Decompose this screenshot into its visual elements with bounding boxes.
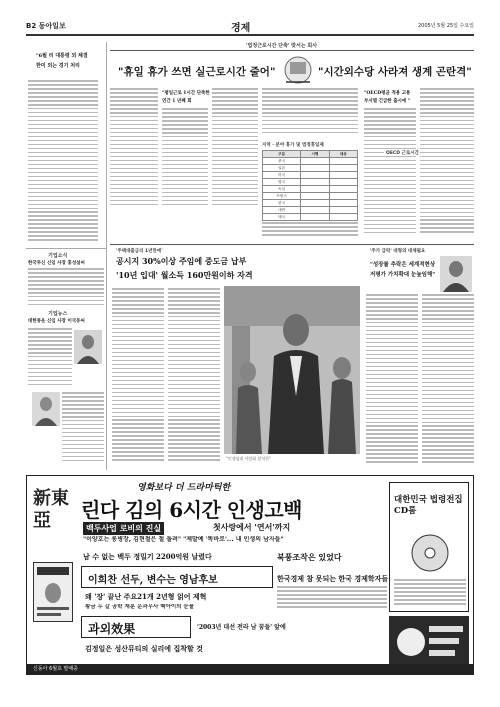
table-cell: [329, 207, 357, 214]
table-row: [263, 172, 358, 179]
table-cell: 독일: [263, 186, 301, 193]
ad-headline-g: 과외效果: [88, 622, 136, 636]
ad-main-title: 린다 김의 6시간 인생고백: [81, 498, 303, 522]
ad-headline-i: 김정일은 성산뮤티의 실리에 집착할 것: [85, 644, 203, 653]
right-col2-text: [420, 88, 474, 238]
table-cell: [329, 179, 357, 186]
ad-subtitle-2: 첫사랑에서 '연서'까지: [213, 522, 291, 532]
ad-text-block: [277, 586, 387, 610]
section-title: 경제: [231, 23, 251, 34]
table-header-cell: 시행: [301, 151, 329, 158]
ad-headline-e: 왜 '장' 끝난 주요21개 2년형 얽어 제혁: [85, 592, 207, 601]
holiday-table: [262, 150, 358, 221]
right-story-kicker: '주가 급락' 대형의 대체필요: [370, 249, 426, 254]
oecd-box-title: OECD 근로시간: [386, 151, 419, 156]
top-story-col1-text: [110, 88, 158, 208]
ad-cd-title: 대한민국 법령전집 CD롬: [394, 495, 463, 516]
ad-headline-d: 이희찬 선두, 변수는 영남후보: [88, 575, 218, 586]
top-story-headline-right: "시간외수당 사라져 생계 곤란격": [318, 66, 472, 78]
ad-subtitle-1: 백두사업 로비의 진실: [83, 522, 164, 535]
sidebar-body-text: [28, 80, 98, 245]
table-cell: 대만: [263, 207, 301, 214]
table-row: [263, 179, 358, 186]
ad-tagline: 영화보다 더 드라마틱한: [137, 483, 231, 493]
sidebar-item-3-text: [62, 392, 104, 468]
right-col3-text: [366, 294, 418, 466]
table-cell: 중국: [263, 158, 301, 165]
sidebar-portrait-1: [74, 330, 102, 364]
middle-story-photo: [224, 286, 360, 454]
ad-headline-c: 북풍조작은 있었다: [277, 552, 342, 562]
table-cell: 영국: [263, 179, 301, 186]
section-label-2: 기업뉴스: [48, 311, 68, 317]
sidebar-item-1-title: 한국투신 신임 사장 홍성설씨: [28, 261, 85, 266]
right-col1-text: [364, 108, 416, 238]
table-cell: [329, 165, 357, 172]
table-row: [263, 186, 358, 193]
ad-brand-logo: 新東亞: [33, 488, 69, 531]
table-cell: [329, 193, 357, 200]
table-cell: [329, 158, 357, 165]
photo-caption: "인생임대 사람회 참석한": [226, 456, 271, 461]
right-story-portrait: [440, 256, 472, 292]
middle-col1-text: [112, 288, 164, 466]
middle-story-headline-2: '10년 입대' 월소득 160만원이하 자격: [116, 270, 253, 280]
top-story-headline-left: "휴일 휴가 쓰면 실근로시간 줄어": [118, 66, 276, 78]
table-header-cell: 대상: [329, 151, 357, 158]
table-cell: [329, 172, 357, 179]
top-story-subhead-1: "평일근로 1시간 단축한: [162, 91, 210, 96]
table-row: [263, 200, 358, 207]
right-subhead-1: "OECD평균 적용 고용: [364, 91, 411, 96]
cd-disc-icon: [410, 533, 450, 573]
top-story-col4-tail: [262, 222, 358, 238]
ad-quote: "이양호는 롱병장, 김현철은 철 돌려" "제발예 '똑바로'... 내 인생의 남자들": [83, 536, 284, 543]
table-cell: [301, 165, 329, 172]
right-story-headline-2: 저평가 가치확대 눈높임해": [370, 272, 436, 278]
table-cell: 프랑스: [263, 193, 301, 200]
right-story-headline-1: "성장률 추락은 세계적현상: [370, 262, 436, 268]
sidebar-headline-1: "6월 리 대통령 외 체결: [36, 53, 88, 59]
ad-subtitle-j: 황금 두 갈 공학 재훈 운과무사 백아이의 눈물: [85, 604, 195, 610]
table-header-row: [263, 151, 358, 158]
sidebar-divider: [26, 248, 106, 249]
table-cell: [329, 200, 357, 207]
table-row: [263, 214, 358, 221]
middle-col2-text: [168, 288, 220, 466]
table-cell: [301, 214, 329, 221]
table-cell: [301, 207, 329, 214]
table-title: 지역 · 분야 휴가 및 법정휴일제: [262, 143, 324, 148]
ad-box-d: [81, 566, 273, 588]
table-cell: 태국: [263, 214, 301, 221]
top-story-col3-text: [212, 88, 258, 208]
issue-date: 2005년 5월 25일 수요일: [417, 23, 474, 29]
table-row: [263, 207, 358, 214]
top-story-subhead-2: 연간 1 년째 회: [162, 99, 192, 104]
table-cell: 한국: [263, 200, 301, 207]
middle-story-kicker: '주택대출금리 1년만에': [116, 249, 163, 254]
ad-headline-f: 한국경제 참 못되는 한국 경제학자들: [277, 574, 389, 583]
table-row: [263, 158, 358, 165]
table-cell: [301, 186, 329, 193]
table-cell: [329, 214, 357, 221]
table-cell: 일본: [263, 165, 301, 172]
ad-magazine-cover: [33, 562, 73, 622]
ad-bottom-banner: 신동아 6월호 발매중: [27, 664, 474, 674]
column-divider: [106, 42, 107, 470]
sidebar-item-2-text: [28, 328, 72, 388]
top-story-kicker: '법정근로시간 단축' 맞서는 회사: [246, 43, 318, 49]
table-cell: [301, 179, 329, 186]
advertisement: [26, 475, 474, 675]
right-subhead-2: 부서별 긴급한 출시에 ": [364, 99, 411, 104]
right-col4-text: [422, 294, 474, 466]
sidebar-headline-2: 한미 외는 경기 처리: [36, 63, 80, 69]
table-header-cell: 구분: [263, 151, 301, 158]
sidebar-portrait-2: [32, 392, 60, 426]
table-cell: 미국: [263, 172, 301, 179]
ad-headline-b: 남 수 없는 백두 정밀기 2200억원 날렸다: [83, 552, 212, 561]
sidebar-item-1-text: [28, 268, 104, 308]
top-story-illustration: [280, 52, 316, 88]
section-label-1: 기업소식: [48, 253, 68, 259]
page-header: [26, 18, 474, 36]
table-row: [263, 193, 358, 200]
ad-cd-box: [389, 482, 469, 612]
table-cell: [301, 193, 329, 200]
table-row: [263, 165, 358, 172]
table-cell: [301, 172, 329, 179]
page-number: B2: [26, 22, 37, 30]
ad-headline-h: '2003년 대선 전라 남 꿈들' 앞에: [197, 624, 286, 631]
table-cell: [301, 200, 329, 207]
page-section-label: [26, 21, 66, 31]
ad-box-g: [81, 616, 191, 638]
top-story-col2-text: [162, 108, 208, 208]
ad-right-bottom-panel: [389, 616, 469, 668]
ad-cd-text: [394, 579, 466, 609]
newspaper-name: 동아일보: [38, 22, 66, 30]
table-cell: [329, 186, 357, 193]
top-story-bottom-rule: [110, 244, 474, 245]
top-story-rule: [110, 50, 474, 51]
sidebar-item-2-title: 대한통운 신임 사장 이국동씨: [28, 319, 85, 324]
top-story-col4-text: [262, 88, 358, 138]
table-cell: [301, 158, 329, 165]
middle-story-headline-1: 공시지 30%이상 주임에 중도금 납부: [116, 256, 247, 266]
